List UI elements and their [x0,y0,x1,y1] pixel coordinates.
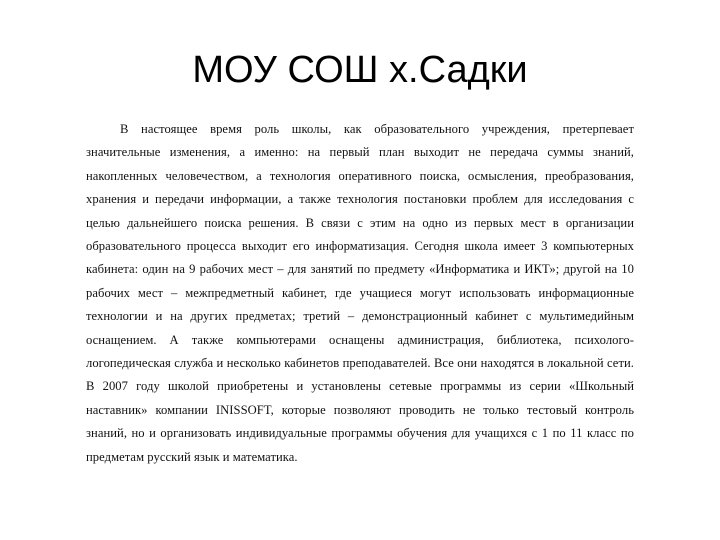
slide-title: МОУ СОШ х.Садки [192,49,528,91]
body-paragraph: В настоящее время роль школы, как образовательного учреждения, претерпевает значительные изменения, а именно: на первый план выходит не передача суммы знаний, накопленных человечеством, а технология оперативного поиска, осмысления, преобразования, хранения и передачи информации, а также технология постановки проблем для исследования с целью дальнейшего поиска решения. В связи с этим на одно из первых мест в организации образовательного процесса выходит его информатизация. Сегодня школа имеет 3 компьютерных кабинета: один на 9 рабочих мест – для занятий по предмету «Информатика и ИКТ»; другой на 10 рабочих мест – межпредметный кабинет, где учащиеся могут использовать информационные технологии и на других предметах; третий – демонстрационный кабинет с мультимедийным оснащением. А также компьютерами оснащены администрация, библиотека, психолого-логопедическая служба и несколько кабинетов преподавателей. Все они находятся в локальной сети. В 2007 году школой приобретены и установлены сетевые программы из серии «Школьный наставник» компании INISSOFT, которые позволяют проводить не только тестовый контроль знаний, но и организовать индивидуальные программы обучения для учащихся с 1 по 11 класс по предметам русский язык и математика. [86,122,634,464]
